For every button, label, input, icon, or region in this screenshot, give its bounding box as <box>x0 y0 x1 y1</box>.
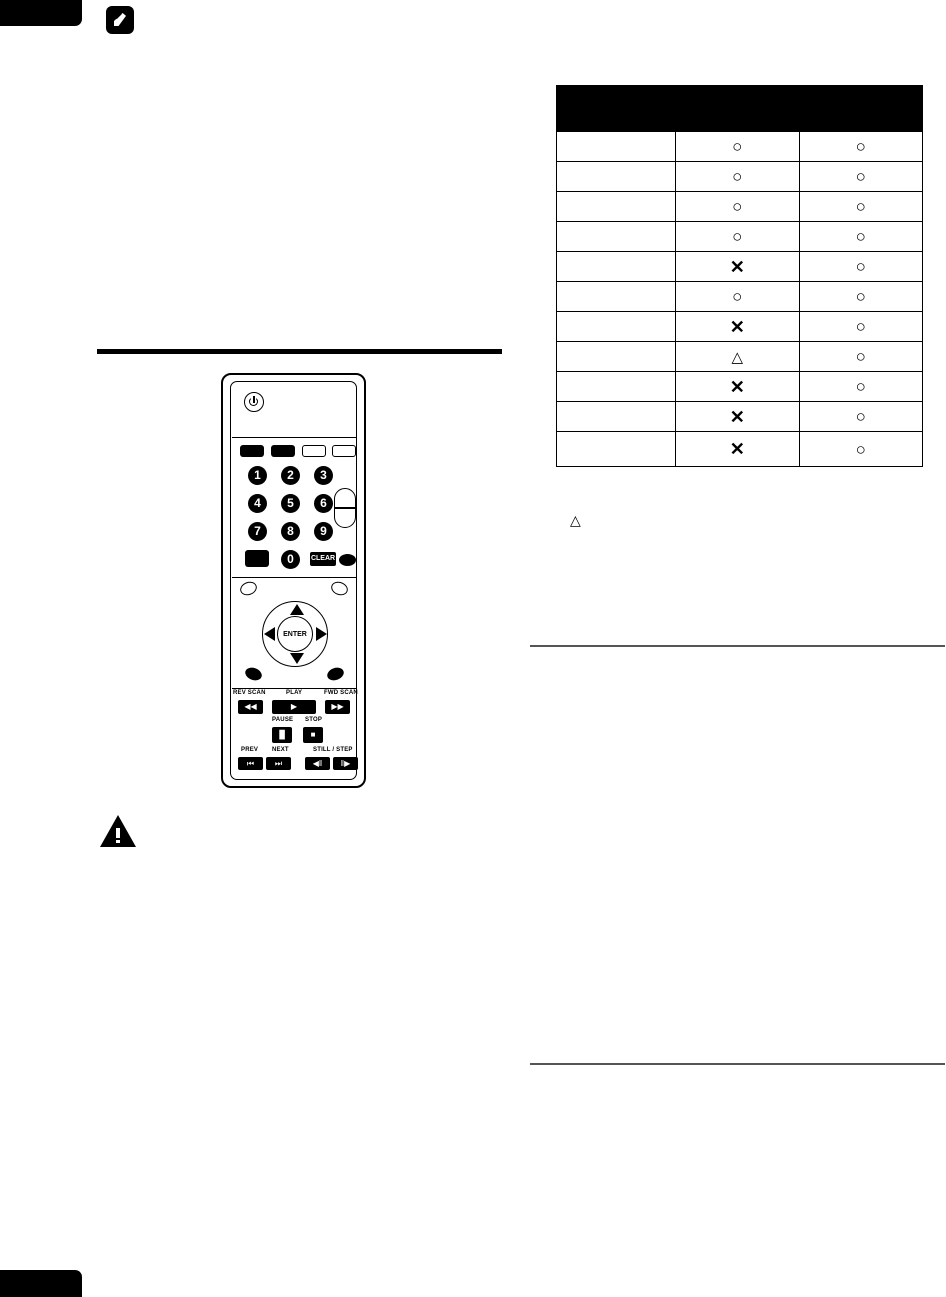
cross-mark-icon <box>730 258 745 276</box>
footnote-triangle-symbol: △ <box>570 512 581 528</box>
circle-mark-icon <box>856 168 866 185</box>
table-subheader-right <box>799 107 923 132</box>
remote-step-reverse-button[interactable]: ◀‖ <box>305 757 330 770</box>
remote-function-button-2[interactable] <box>271 445 295 457</box>
table-row <box>557 342 923 372</box>
table-cell-right <box>799 342 923 372</box>
table-body <box>557 132 923 467</box>
table-cell-right <box>799 192 923 222</box>
remote-lower-button-right[interactable] <box>325 665 345 682</box>
note-pencil-icon <box>106 6 134 34</box>
rocker-divider <box>335 507 355 509</box>
caution-exclamation-dot <box>116 840 120 843</box>
table-row-label <box>557 312 676 342</box>
circle-mark-icon <box>732 228 742 245</box>
table-cell-right <box>799 432 923 467</box>
page-corner-tab-bottom <box>0 1270 82 1297</box>
table-row <box>557 312 923 342</box>
remote-label-pause: PAUSE <box>272 717 294 723</box>
remote-key-9[interactable]: 9 <box>314 522 333 541</box>
remote-key-5[interactable]: 5 <box>281 494 300 513</box>
remote-function-button-4[interactable] <box>332 445 356 457</box>
circle-mark-icon <box>732 168 742 185</box>
remote-menu-button-left[interactable] <box>238 579 258 597</box>
remote-keypad-aux-button[interactable] <box>245 550 269 567</box>
remote-separator-3 <box>232 688 357 689</box>
table-row <box>557 162 923 192</box>
remote-rocker-switch[interactable] <box>334 488 356 528</box>
remote-prev-button[interactable]: ⏮ <box>238 757 263 770</box>
remote-dpad-right-icon[interactable] <box>316 627 327 641</box>
cross-mark-icon <box>730 440 745 458</box>
table-header-row-1 <box>557 86 923 107</box>
table-row <box>557 252 923 282</box>
table-row-label <box>557 162 676 192</box>
table-cell-right <box>799 282 923 312</box>
remote-separator-2 <box>232 577 357 578</box>
caution-exclamation-bar <box>116 828 120 838</box>
power-icon-bar <box>253 396 255 403</box>
table-row <box>557 432 923 467</box>
remote-key-2[interactable]: 2 <box>281 466 300 485</box>
table-cell-right <box>799 252 923 282</box>
table-row <box>557 192 923 222</box>
table-cell-left <box>676 372 800 402</box>
compatibility-table <box>556 85 923 467</box>
remote-label-next: NEXT <box>272 747 289 753</box>
table-row-label <box>557 402 676 432</box>
table-cell-right <box>799 312 923 342</box>
table-cell-left <box>676 132 800 162</box>
remote-key-8[interactable]: 8 <box>281 522 300 541</box>
remote-dpad-left-icon[interactable] <box>264 627 275 641</box>
table-group-header <box>676 86 923 107</box>
table-row <box>557 132 923 162</box>
table-cell-right <box>799 402 923 432</box>
table-row-label <box>557 252 676 282</box>
remote-power-button[interactable] <box>244 392 264 412</box>
remote-menu-button-right[interactable] <box>329 579 349 597</box>
triangle-mark-icon <box>731 348 743 365</box>
table-row-label <box>557 192 676 222</box>
table-row <box>557 372 923 402</box>
remote-key-0[interactable]: 0 <box>281 550 300 569</box>
table-cell-left <box>676 432 800 467</box>
circle-mark-icon <box>732 288 742 305</box>
remote-label-play: PLAY <box>286 690 303 696</box>
caution-triangle-icon <box>100 815 136 847</box>
remote-separator-1 <box>232 437 357 438</box>
remote-step-forward-button[interactable]: ‖▶ <box>333 757 358 770</box>
circle-mark-icon <box>856 228 866 245</box>
table-cell-left <box>676 342 800 372</box>
remote-play-button[interactable]: ▶ <box>272 700 316 714</box>
circle-mark-icon <box>856 138 866 155</box>
circle-mark-icon <box>856 258 866 275</box>
table-row-label <box>557 372 676 402</box>
remote-function-button-1[interactable] <box>240 445 264 457</box>
circle-mark-icon <box>732 198 742 215</box>
table-cell-left <box>676 312 800 342</box>
table-row-label <box>557 222 676 252</box>
remote-control-illustration <box>221 373 366 788</box>
table-cell-left <box>676 222 800 252</box>
section-divider-heavy <box>97 349 502 354</box>
remote-label-prev: PREV <box>241 747 259 753</box>
table-row-label <box>557 432 676 467</box>
remote-dpad-down-icon[interactable] <box>290 653 304 664</box>
remote-clear-button[interactable]: CLEAR <box>310 552 336 566</box>
table-row <box>557 222 923 252</box>
table-subheader-left <box>676 107 800 132</box>
table-footnote <box>570 512 581 529</box>
remote-stop-button[interactable]: ■ <box>303 727 323 743</box>
table-corner-cell <box>557 86 676 132</box>
circle-mark-icon <box>856 348 866 365</box>
table-row <box>557 282 923 312</box>
section-divider-right-bottom <box>530 1063 945 1065</box>
remote-rev-scan-button[interactable]: ◀◀ <box>238 700 263 714</box>
circle-mark-icon <box>856 408 866 425</box>
remote-label-still-step: STILL / STEP <box>313 747 353 753</box>
circle-mark-icon <box>856 198 866 215</box>
table-row <box>557 402 923 432</box>
table-row-label <box>557 342 676 372</box>
remote-fwd-scan-button[interactable]: ▶▶ <box>325 700 350 714</box>
remote-key-1[interactable]: 1 <box>248 466 267 485</box>
remote-body-inner <box>230 381 357 780</box>
remote-key-4[interactable]: 4 <box>248 494 267 513</box>
table-cell-right <box>799 132 923 162</box>
remote-function-button-3[interactable] <box>302 445 326 457</box>
table-cell-right <box>799 162 923 192</box>
table-cell-left <box>676 162 800 192</box>
remote-dpad-up-icon[interactable] <box>290 604 304 615</box>
cross-mark-icon <box>730 378 745 396</box>
circle-mark-icon <box>732 138 742 155</box>
circle-mark-icon <box>856 441 866 458</box>
remote-keypad-oval-button[interactable] <box>339 554 356 566</box>
table-cell-right <box>799 222 923 252</box>
circle-mark-icon <box>856 318 866 335</box>
table-row-label <box>557 132 676 162</box>
table-cell-left <box>676 192 800 222</box>
table-cell-left <box>676 252 800 282</box>
remote-label-stop: STOP <box>305 717 323 723</box>
remote-next-button[interactable]: ⏭ <box>266 757 291 770</box>
remote-key-7[interactable]: 7 <box>248 522 267 541</box>
table-row-label <box>557 282 676 312</box>
remote-label-fwd-scan: FWD SCAN <box>324 690 358 696</box>
page-corner-tab-top <box>0 0 82 26</box>
cross-mark-icon <box>730 318 745 336</box>
table-cell-left <box>676 402 800 432</box>
remote-pause-button[interactable]: ▐▌ <box>272 727 292 743</box>
remote-key-6[interactable]: 6 <box>314 494 333 513</box>
section-divider-right-top <box>530 645 945 647</box>
table-cell-left <box>676 282 800 312</box>
remote-lower-button-left[interactable] <box>243 665 263 682</box>
circle-mark-icon <box>856 288 866 305</box>
remote-label-rev-scan: REV SCAN <box>233 690 266 696</box>
table-cell-right <box>799 372 923 402</box>
remote-enter-button[interactable]: ENTER <box>277 616 313 652</box>
cross-mark-icon <box>730 408 745 426</box>
remote-key-3[interactable]: 3 <box>314 466 333 485</box>
table-header <box>557 86 923 132</box>
circle-mark-icon <box>856 378 866 395</box>
